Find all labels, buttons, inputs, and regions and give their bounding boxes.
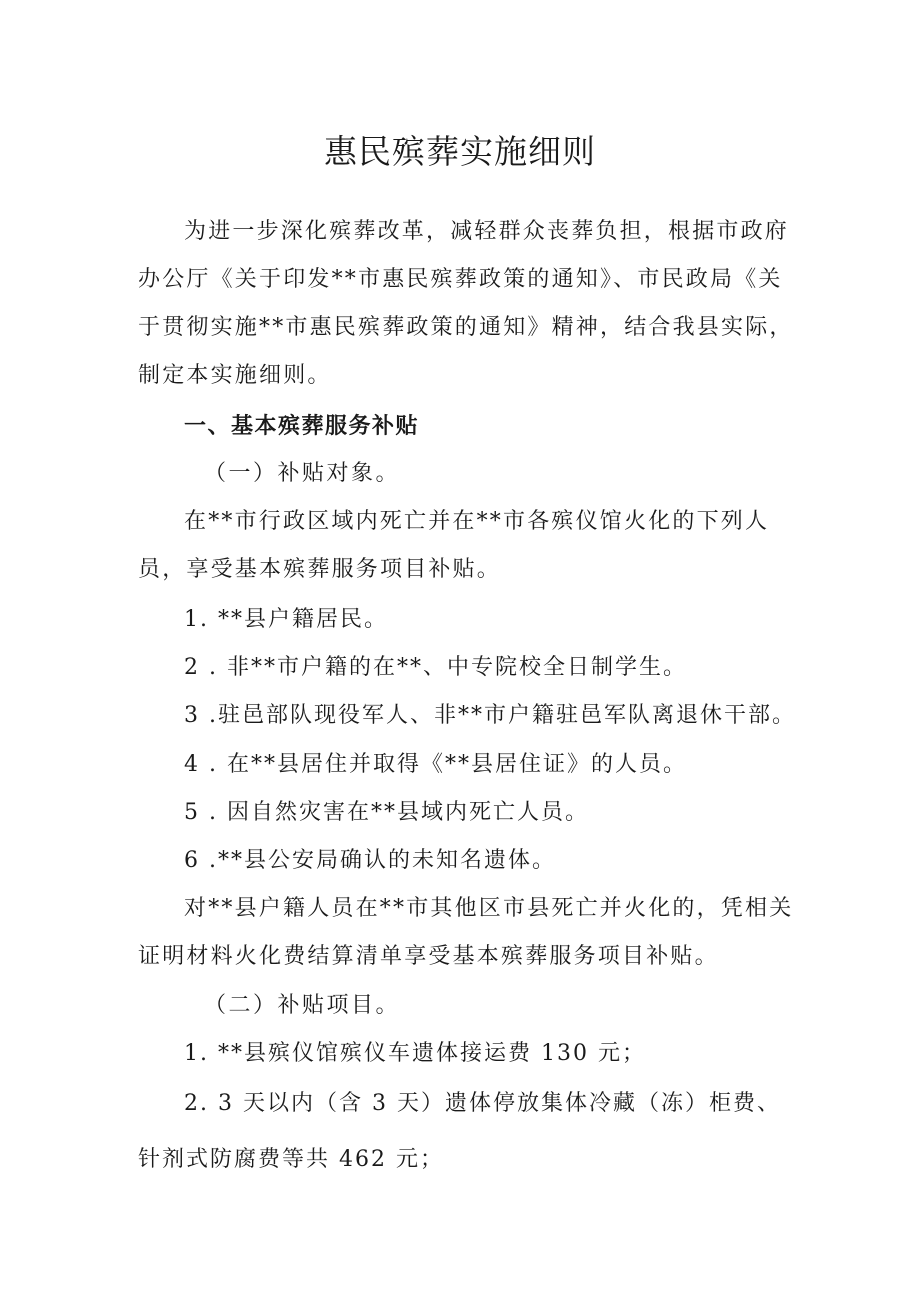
subsection-heading: （二）补贴项目。 (204, 993, 401, 1018)
list-item: 5 . 因自然灾害在**县域内死亡人员。 (184, 800, 589, 825)
subsection-heading: （一）补贴对象。 (204, 461, 401, 486)
list-item: 4 . 在**县居住并取得《**县居住证》的人员。 (184, 752, 687, 777)
subsection-paragraph: 在**市行政区域内死亡并在**市各殡仪馆火化的下列人员，享受基本殡葬服务项目补贴。 (138, 509, 770, 582)
note-paragraph: 对**县户籍人员在**市其他区市县死亡并火化的，凭相关证明材料火化费结算清单享受基本殡葬服务项目补贴。 (138, 896, 794, 969)
list-item-continuation: 针剂式防腐费等共 462 元； (138, 1147, 444, 1172)
intro-paragraph: 为进一步深化殡葬改革，减轻群众丧葬负担，根据市政府办公厅《关于印发**市惠民殡葬政策的通知》、市民政局《关于贯彻实施**市惠民殡葬政策的通知》精神，结合我县实际，制定本实施细则。 (138, 219, 794, 388)
list-item: 1. **县户籍居民。 (184, 607, 388, 632)
list-item: 3 .驻邑部队现役军人、非**市户籍驻邑军队离退休干部。 (184, 703, 796, 728)
list-item: 1. **县殡仪馆殡仪车遗体接运费 130 元； (184, 1041, 646, 1066)
list-item: 2. 3 天以内（含 3 天）遗体停放集体冷藏（冻）柜费、 (184, 1091, 781, 1116)
section-heading: 一、基本殡葬服务补贴 (184, 413, 420, 439)
document-title: 惠民殡葬实施细则 (324, 132, 596, 171)
list-item: 2 . 非**市户籍的在**、中专院校全日制学生。 (184, 655, 687, 680)
list-item: 6 .**县公安局确认的未知名遗体。 (184, 848, 556, 873)
